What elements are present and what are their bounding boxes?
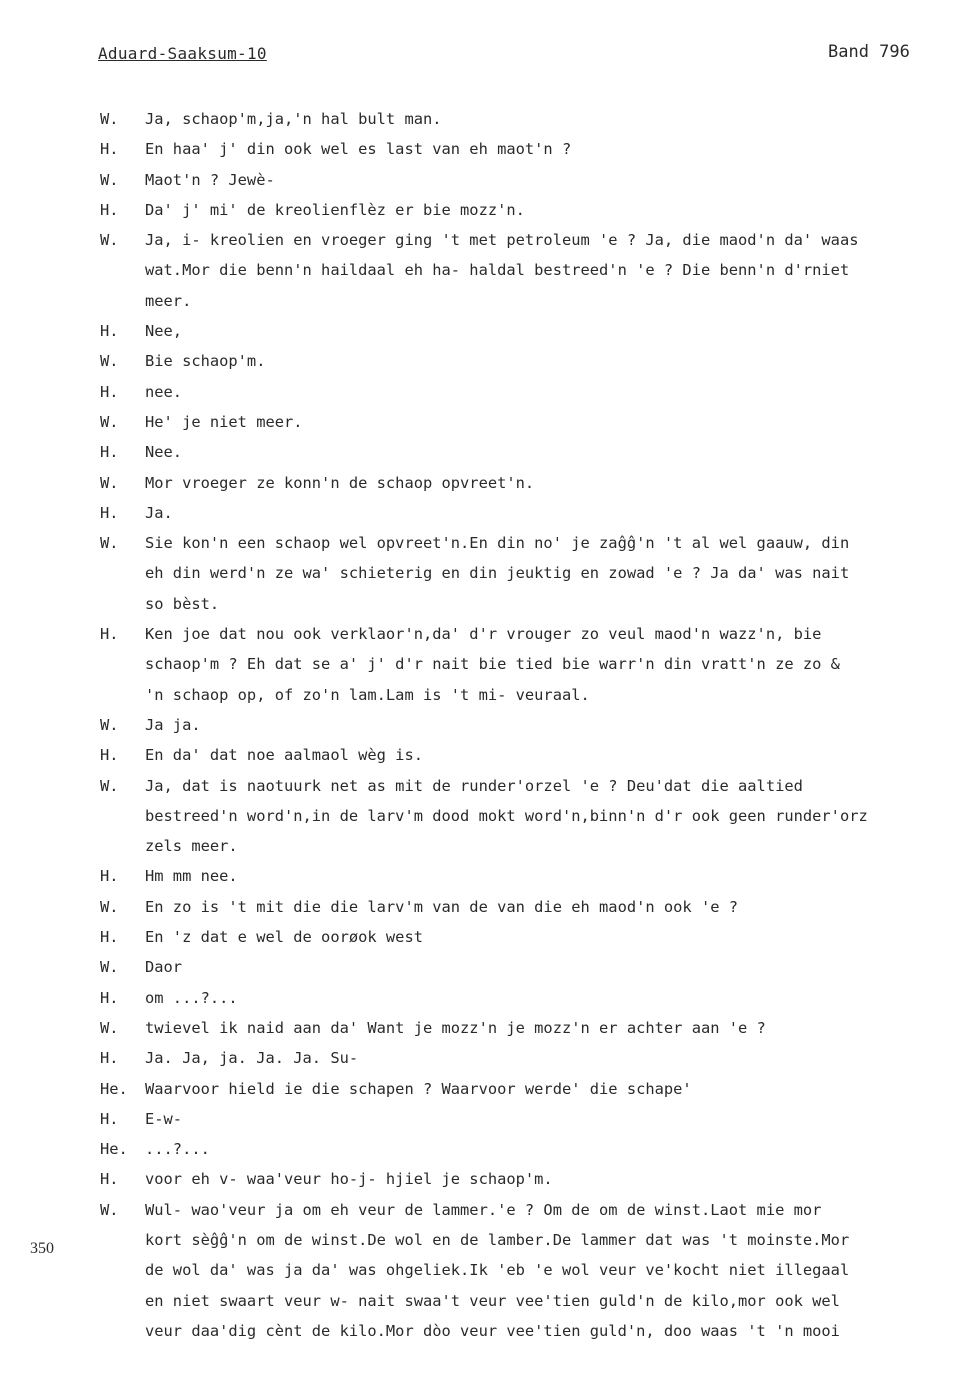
speaker-label: W. [100, 776, 119, 795]
utterance-text: schaop'm ? Eh dat se a' j' d'r nait bie tied bie warr'n din vratt'n ze zo & [145, 655, 840, 674]
speaker-label: W. [100, 1018, 119, 1037]
transcript-line [100, 1286, 970, 1316]
speaker-label: W. [100, 897, 119, 916]
transcript-line [100, 1195, 970, 1225]
utterance-text: de wol da' was ja da' was ohgeliek.Ik 'eb 'e wol veur ve'kocht niet illegaal [145, 1261, 850, 1280]
transcript-line [100, 195, 970, 225]
document-title: Aduard-Saaksum-10 [98, 44, 267, 63]
transcript [100, 104, 970, 1346]
utterance-text: Ja, i- kreolien en vroeger ging 't met petroleum 'e ? Ja, die maod'n da' waas [145, 231, 859, 250]
speaker-label: W. [100, 715, 119, 734]
speaker-label: W. [100, 473, 119, 492]
speaker-label: H. [100, 1170, 119, 1189]
transcript-line [100, 831, 970, 861]
utterance-text: Wul- wao'veur ja om eh veur de lammer.'e ? Om de om de winst.Laot mie mor [145, 1200, 822, 1219]
utterance-text: zels meer. [145, 837, 238, 856]
utterance-text: Da' j' mi' de kreolienflèz er bie mozz'n. [145, 200, 525, 219]
speaker-label: H. [100, 988, 119, 1007]
utterance-text: Daor [145, 958, 183, 977]
utterance-text: voor eh v- waa'veur ho-j- hjiel je schaop'm. [145, 1170, 553, 1189]
transcript-line [100, 558, 970, 588]
transcript-line [100, 346, 970, 376]
transcript-line [100, 801, 970, 831]
utterance-text: Bie schaop'm. [145, 352, 266, 371]
speaker-label: H. [100, 200, 119, 219]
speaker-label: He. [100, 1079, 128, 1098]
utterance-text: Ja, dat is naotuurk net as mit de runder'orzel 'e ? Deu'dat die aaltied [145, 776, 803, 795]
transcript-line [100, 983, 970, 1013]
speaker-label: H. [100, 746, 119, 765]
transcript-line [100, 134, 970, 164]
speaker-label: W. [100, 352, 119, 371]
utterance-text: bestreed'n word'n,in de larv'm dood mokt word'n,binn'n d'r ook geen runder'orz [145, 806, 868, 825]
utterance-text: kort sèĝĝ'n om de winst.De wol en de lamber.De lammer dat was 't moinste.Mor [145, 1230, 850, 1249]
transcript-line [100, 316, 970, 346]
utterance-text: Waarvoor hield ie die schapen ? Waarvoor werde' die schape' [145, 1079, 692, 1098]
speaker-label: W. [100, 231, 119, 250]
transcript-line [100, 1043, 970, 1073]
speaker-label: H. [100, 503, 119, 522]
transcript-line [100, 740, 970, 770]
transcript-line [100, 649, 970, 679]
utterance-text: wat.Mor die benn'n haildaal eh ha- haldal bestreed'n 'e ? Die benn'n d'rniet [145, 261, 850, 280]
utterance-text: En zo is 't mit die die larv'm van de van die eh maod'n ook 'e ? [145, 897, 739, 916]
speaker-label: W. [100, 534, 119, 553]
utterance-text: ...?... [145, 1140, 210, 1159]
speaker-label: H. [100, 443, 119, 462]
utterance-text: Mor vroeger ze konn'n de schaop opvreet'n. [145, 473, 535, 492]
transcript-line [100, 437, 970, 467]
transcript-line [100, 225, 970, 255]
transcript-line [100, 619, 970, 649]
transcript-line [100, 1164, 970, 1194]
speaker-label: H. [100, 382, 119, 401]
utterance-text: so bèst. [145, 594, 220, 613]
utterance-text: Sie kon'n een schaop wel opvreet'n.En din no' je zaĝĝ'n 't al wel gaauw, din [145, 534, 850, 553]
utterance-text: Ja. Ja, ja. Ja. Ja. Su- [145, 1049, 359, 1068]
transcript-line [100, 922, 970, 952]
transcript-line [100, 1134, 970, 1164]
utterance-text: om ...?... [145, 988, 238, 1007]
utterance-text: E-w- [145, 1109, 183, 1128]
utterance-text: Nee. [145, 443, 183, 462]
utterance-text: eh din werd'n ze wa' schieterig en din jeuktig en zowad 'e ? Ja da' was nait [145, 564, 850, 583]
tape-number: Band 796 [828, 42, 910, 62]
transcript-line [100, 892, 970, 922]
speaker-label: H. [100, 1049, 119, 1068]
utterance-text: En haa' j' din ook wel es last van eh maot'n ? [145, 140, 572, 159]
speaker-label: W. [100, 412, 119, 431]
transcript-line [100, 861, 970, 891]
speaker-label: He. [100, 1140, 128, 1159]
transcript-line [100, 377, 970, 407]
speaker-label: H. [100, 625, 119, 644]
transcript-line [100, 589, 970, 619]
transcript-line [100, 1013, 970, 1043]
utterance-text: En 'z dat e wel de oorøok west [145, 928, 423, 947]
utterance-text: 'n schaop op, of zo'n lam.Lam is 't mi- veuraal. [145, 685, 590, 704]
speaker-label: H. [100, 322, 119, 341]
transcript-line [100, 680, 970, 710]
transcript-line [100, 528, 970, 558]
utterance-text: twievel ik naid aan da' Want je mozz'n je mozz'n er achter aan 'e ? [145, 1018, 766, 1037]
speaker-label: H. [100, 140, 119, 159]
utterance-text: veur daa'dig cènt de kilo.Mor dòo veur vee'tien guld'n, doo waas 't 'n mooi [145, 1321, 840, 1340]
utterance-text: nee. [145, 382, 183, 401]
utterance-text: Ja, schaop'm,ja,'n hal bult man. [145, 110, 442, 128]
speaker-label: W. [100, 170, 119, 189]
utterance-text: Ja. [145, 503, 173, 522]
transcript-line [100, 771, 970, 801]
transcript-line [100, 255, 970, 285]
speaker-label: W. [100, 110, 119, 128]
utterance-text: Hm mm nee. [145, 867, 238, 886]
margin-number: 350 [30, 1240, 54, 1257]
utterance-text: meer. [145, 291, 192, 310]
utterance-text: Nee, [145, 322, 183, 341]
transcript-line [100, 1316, 970, 1346]
transcript-line [100, 407, 970, 437]
speaker-label: H. [100, 867, 119, 886]
transcript-line [100, 1255, 970, 1285]
speaker-label: H. [100, 928, 119, 947]
utterance-text: en niet swaart veur w- nait swaa't veur vee'tien guld'n de kilo,mor ook wel [145, 1291, 840, 1310]
transcript-line [100, 104, 970, 134]
speaker-label: H. [100, 1109, 119, 1128]
transcript-line [100, 165, 970, 195]
utterance-text: Ken joe dat nou ook verklaor'n,da' d'r vrouger zo veul maod'n wazz'n, bie [145, 625, 822, 644]
transcript-line [100, 1225, 970, 1255]
transcript-line [100, 710, 970, 740]
transcript-line [100, 952, 970, 982]
speaker-label: W. [100, 958, 119, 977]
utterance-text: En da' dat noe aalmaol wèg is. [145, 746, 423, 765]
utterance-text: He' je niet meer. [145, 412, 303, 431]
utterance-text: Ja ja. [145, 715, 201, 734]
transcript-line [100, 1104, 970, 1134]
transcript-line [100, 1074, 970, 1104]
transcript-line [100, 468, 970, 498]
speaker-label: W. [100, 1200, 119, 1219]
transcript-line [100, 498, 970, 528]
transcript-line [100, 286, 970, 316]
utterance-text: Maot'n ? Jewè- [145, 170, 275, 189]
